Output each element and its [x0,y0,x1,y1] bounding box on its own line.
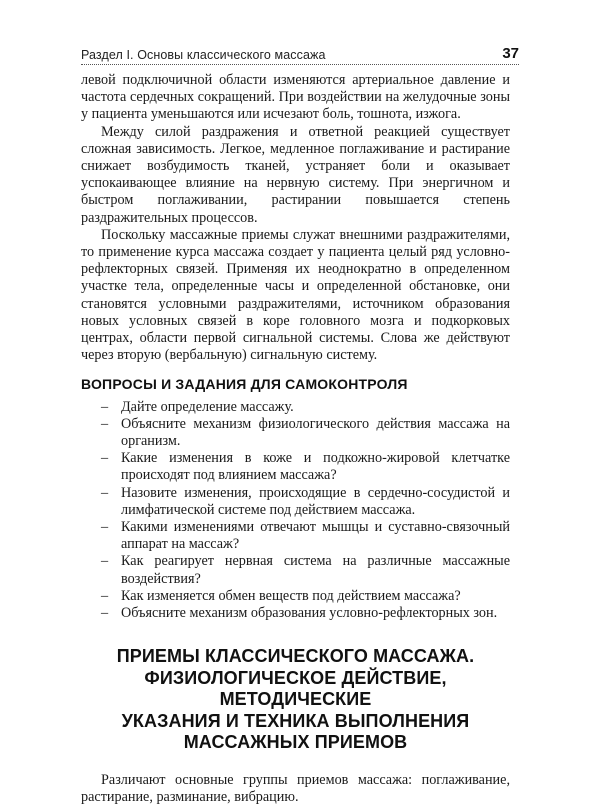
list-item: – Объясните механизм образования условно-рефлекторных зон. [81,605,510,622]
section-title: Раздел I. Основы классического массажа [81,48,326,62]
questions-list [81,399,510,623]
paragraph: Между силой раздражения и ответной реакцией существует сложная зависимость. Легкое, медленное поглаживание и растирание снижает возбудимость тканей, устраняет боли и оказывает успокаивающее влияние на нервную систему. При энергичном и быстром поглаживании, растирании повышается степень раздражительных процессов. [81,123,510,226]
chapter-title-line: ПРИЕМЫ КЛАССИЧЕСКОГО МАССАЖА. [116,646,475,667]
list-item: – Дайте определение массажу. [81,399,510,416]
chapter-title-line: УКАЗАНИЯ И ТЕХНИКА ВЫПОЛНЕНИЯ [121,710,470,731]
paragraph: Поскольку массажные приемы служат внешними раздражителями, то применение курса массажа создает у пациента целый ряд условно-рефлекторных связей. Применяя их неоднократно в определенном участке тела, определенные часы и определенной обстановке, они становятся условными раздражителями, источником образования новых условных связей в коре головного мозга и подкорковых центрах, области первой сигнальной системы. Слова же действуют через вторую (вербальную) сигнальную систему. [81,226,510,364]
page-body [81,72,510,806]
running-header [81,42,519,65]
list-item: – Назовите изменения, происходящие в сердечно-сосудистой и лимфатической системе под действием массажа. [81,485,510,519]
page-number: 37 [502,45,519,62]
list-item: – Объясните механизм физиологического действия массажа на организм. [81,416,510,450]
list-item: – Как изменяется обмен веществ под действием массажа? [81,588,510,605]
list-item: – Какие изменения в коже и подкожно-жировой клетчатке происходят под влиянием массажа? [81,450,510,484]
chapter-intro: Различают основные группы приемов массажа: поглаживание, растирание, разминание, вибрацию. [81,771,510,805]
chapter-title [81,646,510,754]
chapter-title-line: МАССАЖНЫХ ПРИЕМОВ [183,732,408,753]
list-item: – Какими изменениями отвечают мышцы и суставно-связочный аппарат на массаж? [81,519,510,553]
questions-heading: ВОПРОСЫ И ЗАДАНИЯ ДЛЯ САМОКОНТРОЛЯ [81,376,408,393]
paragraph-continued: левой подключичной области изменяются артериальное давление и частота сердечных сокращений. При воздействии на желудочные зоны у пациента уменьшаются или исчезают боль, тошнота, изжога. [81,72,510,123]
list-item: – Как реагирует нервная система на различные массажные воздействия? [81,553,510,587]
chapter-title-line: ФИЗИОЛОГИЧЕСКОЕ ДЕЙСТВИЕ, МЕТОДИЧЕСКИЕ [144,667,447,710]
